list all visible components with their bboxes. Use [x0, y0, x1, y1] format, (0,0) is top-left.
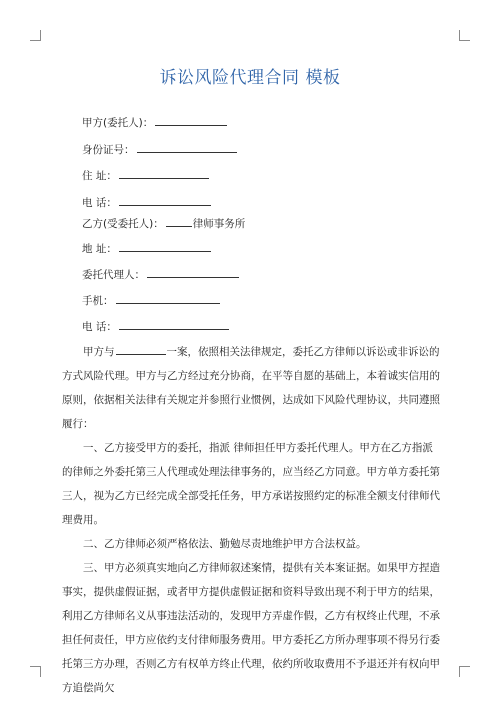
field-label: 手机： [82, 295, 114, 307]
field-phone [82, 195, 211, 210]
fill-blank[interactable] [119, 241, 211, 252]
field-mobile [82, 293, 220, 308]
field-label: 乙方(受委托人)： [82, 218, 164, 230]
law-firm-suffix: 律师事务所 [192, 218, 246, 230]
contract-body [62, 340, 442, 700]
crop-mark-bottom-right [459, 666, 470, 677]
field-phone-2 [82, 319, 229, 334]
intro-post: 一案，依照相关法律规定，委托乙方律师以诉讼或非诉讼的方式风险代理。甲方与乙方经过充分协商，在平等自愿的基础上，本着诚实信用的原则，依据相关法律有关规定并参照行业惯例，达成如下风险代理协议，共同遵照履行： [62, 346, 440, 430]
fill-blank[interactable] [119, 168, 209, 179]
fill-blank[interactable] [119, 195, 211, 206]
field-label: 委托代理人： [82, 269, 145, 281]
paragraph-clause-1 [62, 436, 442, 532]
field-label: 电 话： [82, 321, 117, 333]
field-agent [82, 267, 239, 282]
paragraph-intro [62, 340, 442, 436]
fill-blank[interactable] [147, 267, 239, 278]
fill-blank[interactable] [155, 115, 227, 126]
crop-mark-top-right [459, 30, 470, 41]
fill-blank[interactable] [119, 319, 229, 330]
clause-3-text: 三、甲方必须真实地向乙方律师叙述案情，提供有关本案证据。如果甲方捏造事实，提供虚假证据，或者甲方提供虚假证据和资料导致出现不利于甲方的结果，利用乙方律师名义从事违法活动的，发现甲方弄虚作假，乙方有权终止代理，不承担任何责任，甲方应依约支付律师服务费用。甲方委托乙方所办理事项不得另行委托第三方办理，否则乙方有权单方终止代理，依约所收取费用不予退还并有权向甲方追偿尚欠 [62, 562, 440, 694]
field-party-b [82, 216, 245, 231]
paragraph-clause-2 [62, 532, 442, 556]
field-firm-address [82, 241, 211, 256]
field-party-a [82, 115, 227, 130]
clause-2-text: 二、乙方律师必须严格依法、勤勉尽责地维护甲方合法权益。 [83, 538, 367, 550]
field-label: 身份证号： [82, 144, 135, 156]
fill-blank-case[interactable] [116, 344, 166, 355]
fill-blank[interactable] [166, 216, 192, 227]
field-label: 甲方(委托人)： [82, 117, 154, 129]
field-label: 电 话： [82, 197, 117, 209]
crop-mark-bottom-left [30, 666, 41, 677]
field-address [82, 168, 209, 183]
intro-pre: 甲方与 [83, 346, 115, 358]
paragraph-clause-3 [62, 556, 442, 700]
document-title: 诉讼风险代理合同 模板 [159, 68, 341, 88]
fill-blank[interactable] [116, 293, 220, 304]
field-id-number [82, 142, 237, 157]
field-label: 地 址： [82, 243, 117, 255]
crop-mark-top-left [30, 30, 41, 41]
fill-blank[interactable] [137, 142, 237, 153]
field-label: 住 址： [82, 170, 117, 182]
clause-1-text: 一、乙方接受甲方的委托，指派 律师担任甲方委托代理人。甲方在乙方指派的律师之外委托第三人代理或处理法律事务的，应当经乙方同意。甲方单方委托第三人，视为乙方已经完成全部受托任务，甲方承诺按照约定的标准全额支付律师代理费用。 [62, 442, 440, 526]
